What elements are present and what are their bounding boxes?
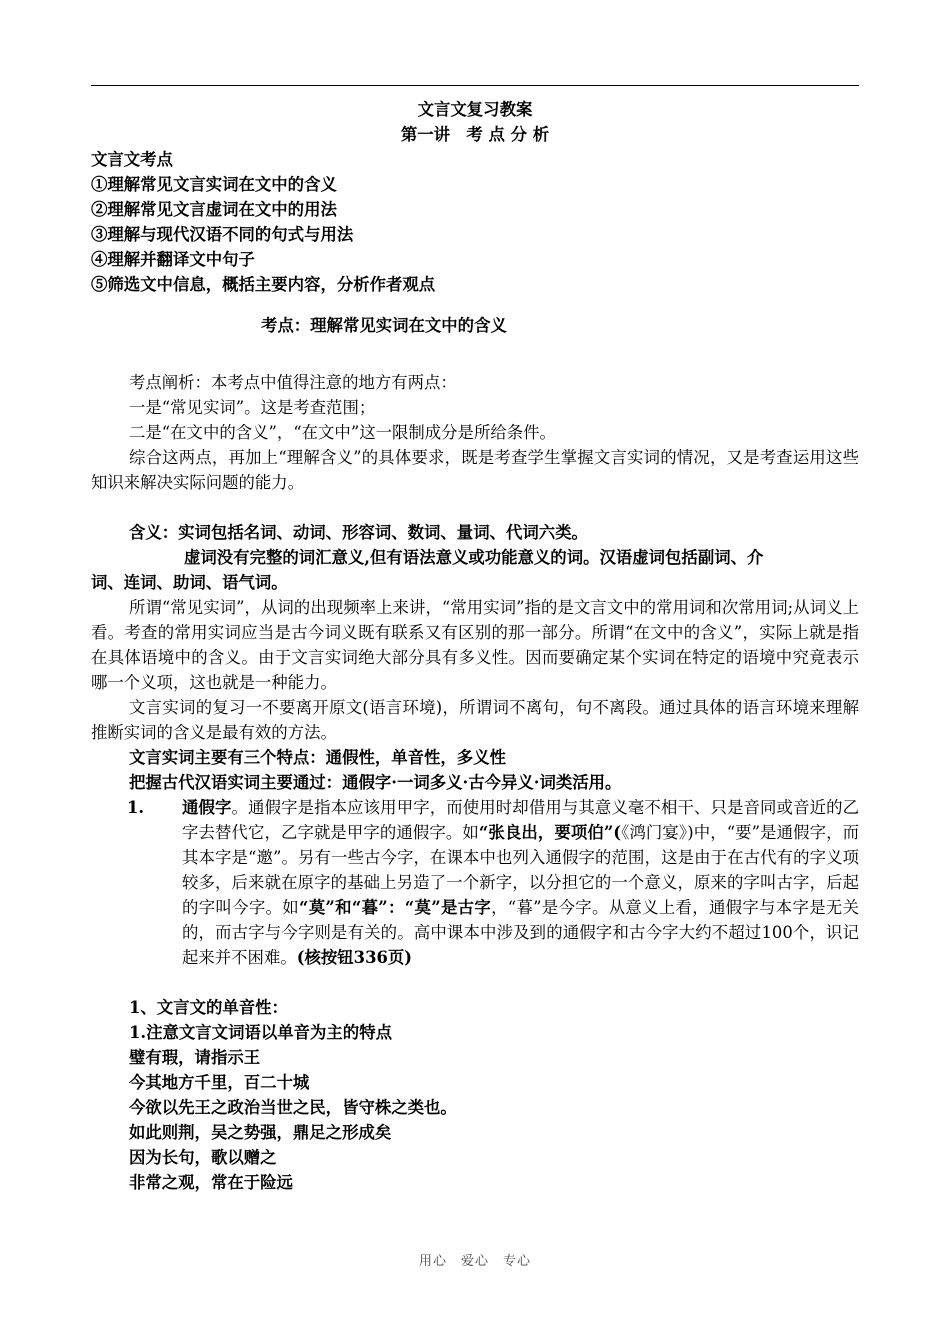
shici-mastery: 把握古代汉语实词主要通过：通假字·一词多义·古今异义·词类活用。 bbox=[129, 773, 622, 792]
example-sentence: 今欲以先王之政治当世之民，皆守株之类也。 bbox=[129, 1098, 457, 1117]
kaodian-item: ⑤筛选文中信息，概括主要内容，分析作者观点 bbox=[91, 275, 436, 294]
kaodian-item: ②理解常见文言虚词在文中的用法 bbox=[91, 200, 337, 219]
page-reference: (核按钮336页) bbox=[296, 948, 413, 967]
analysis-summary: 综合这两点，再加上“理解含义”的具体要求，既是考查学生掌握文言实词的情况，又是考查运用这些知识来解决实际问题的能力。 bbox=[91, 448, 859, 492]
kaodian-item: ③理解与现代汉语不同的句式与用法 bbox=[91, 225, 354, 244]
kaodian-heading: 文言文考点 bbox=[91, 150, 173, 169]
tongjia-example-quote: “张良出，要项伯”( bbox=[478, 823, 622, 842]
example-sentence: 今其地方千里，百二十城 bbox=[129, 1073, 310, 1092]
kaodian-item: ④理解并翻译文中句子 bbox=[91, 250, 255, 269]
tongjia-term: 通假字 bbox=[182, 798, 232, 817]
tongjia-text: 通假字。通假字是指本应该用甲字，而使用时却借用与其意义毫不相干、只是音同或音近的乙字去替代它，乙字就是甲字的通假字。如“张良出，要项伯”(《鸿门宴》)中，“要”是通假字，而其本字是“邀”。另有一些古今字，在课本中也列入通假字的范围，这是由于在古代有的字义项较多，后来就在原字的基础上另造了一个新字，以分担它的一个意义，原来的字叫古字，后起的字叫今字。如“莫”和“暮”：“莫”是古字，“暮”是今字。从意义上看，通假字与本字是无关的，而古字与今字则是有关的。高中课本中涉及到的通假字和古今字大约不超过100个，识记起来并不困难。(核按钮336页) bbox=[182, 798, 859, 967]
xuci-definition-line1: 虚词没有完整的词汇意义,但有语法意义或功能意义的词。汉语虚词包括副词、介 bbox=[184, 548, 764, 567]
example-sentence: 非常之观，常在于险远 bbox=[129, 1173, 293, 1192]
kaodian-item: ①理解常见文言实词在文中的含义 bbox=[91, 175, 337, 194]
example-sentence: 璧有瑕，请指示王 bbox=[129, 1048, 261, 1067]
review-method-paragraph: 文言实词的复习一不要离开原文(语言环境)，所谓词不离句，句不离段。通过具体的语言环境来理解推断实词的含义是最有效的方法。 bbox=[91, 698, 859, 742]
tongjia-number: 1. bbox=[127, 798, 145, 817]
section-heading: 考点：理解常见实词在文中的含义 bbox=[261, 316, 507, 335]
guji-example-quote: “莫”和“暮”：“莫”是古字 bbox=[298, 898, 492, 917]
analysis-point-1: 一是“常见实词”。这是考查范围； bbox=[129, 398, 376, 417]
example-sentence: 因为长句，歌以赠之 bbox=[129, 1148, 277, 1167]
doc-title: 文言文复习教案 bbox=[417, 100, 533, 119]
danyin-heading: 1、文言文的单音性： bbox=[129, 998, 288, 1017]
danyin-subheading: 1.注意文言文词语以单音为主的特点 bbox=[129, 1023, 392, 1042]
changjian-shici-paragraph: 所谓“常见实词”，从词的出现频率上来讲，“常用实词”指的是文言文中的常用词和次常用词;从词义上看。考查的常用实词应当是古今词义既有联系又有区别的那一部分。所谓“在文中的含义”，实际上就是指在具体语境中的含义。由于文言实词绝大部分具有多义性。因而要确定某个实词在特定的语境中究竟表示哪一个义项，这也就是一种能力。 bbox=[91, 598, 859, 692]
analysis-intro: 考点阐析：本考点中值得注意的地方有两点： bbox=[129, 373, 457, 392]
analysis-point-2: 二是“在文中的含义”，“在文中”这一限制成分是所给条件。 bbox=[129, 423, 556, 442]
lecture-subtitle: 第一讲 考 点 分 析 bbox=[400, 125, 550, 144]
shici-definition: 含义：实词包括名词、动词、形容词、数词、量词、代词六类。 bbox=[129, 523, 588, 542]
shici-features: 文言实词主要有三个特点：通假性，单音性，多义性 bbox=[129, 748, 506, 767]
tongjia-item bbox=[91, 795, 859, 970]
document-body bbox=[91, 97, 859, 1195]
header-rule bbox=[91, 85, 859, 86]
example-sentence: 如此则荆，吴之势强，鼎足之形成矣 bbox=[129, 1123, 392, 1142]
xuci-definition-line2: 词、连词、助词、语气词。 bbox=[91, 573, 288, 592]
page-footer: 用心 爱心 专心 bbox=[418, 1254, 531, 1269]
